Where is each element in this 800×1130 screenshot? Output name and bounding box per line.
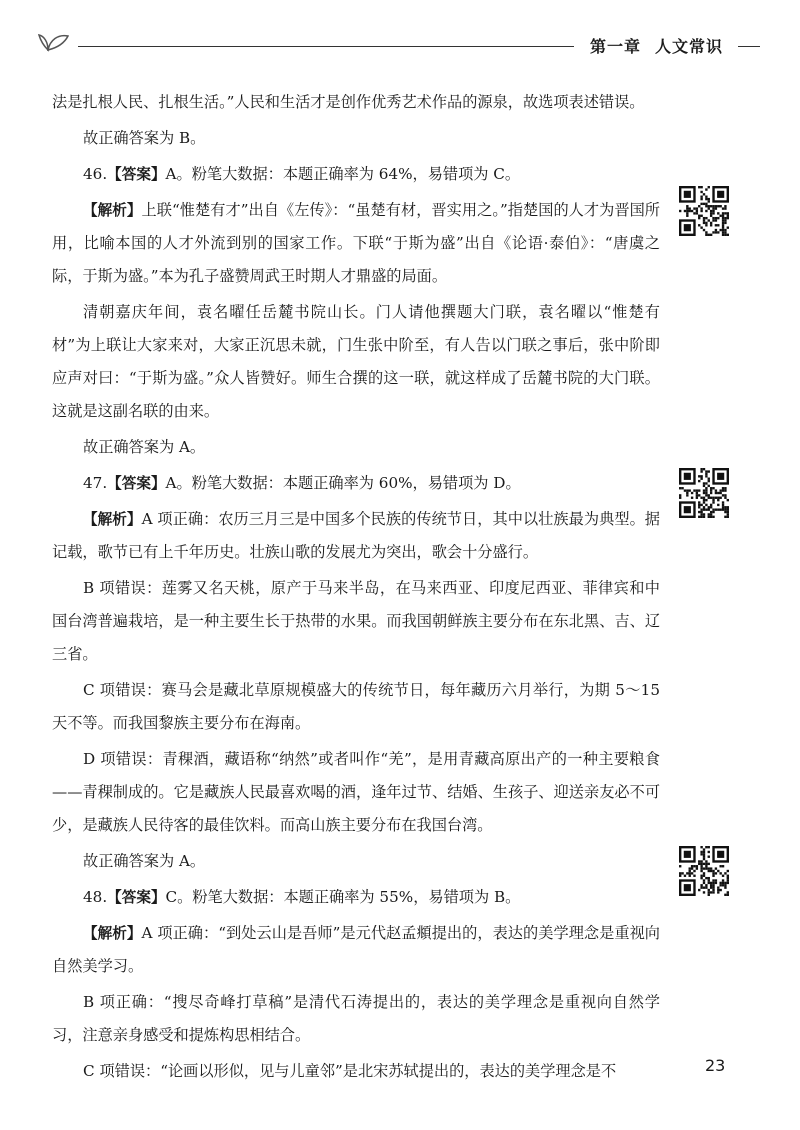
answer-text: A。粉笔大数据：本题正确率为 64%，易错项为 C。: [165, 165, 521, 183]
paragraph: 故正确答案为 A。: [83, 438, 206, 456]
analysis-text: A 项正确：“到处云山是吾师”是元代赵孟頫提出的，表达的美学理念是重视向自然美学习。: [52, 924, 660, 975]
answer-text: A。粉笔大数据：本题正确率为 60%，易错项为 D。: [165, 474, 521, 492]
leaf-icon: [38, 30, 72, 52]
paragraph: 故正确答案为 A。: [83, 852, 206, 870]
header-rule-left: [78, 46, 574, 47]
analysis-tag: 【解析】: [83, 925, 142, 942]
answer-line-48: [52, 881, 660, 914]
analysis-text: A 项正确：农历三月三是中国多个民族的传统节日，其中以壮族最为典型。据记载，歌节已有上千年历史。壮族山歌的发展尤为突出，歌会十分盛行。: [52, 510, 660, 561]
qr-code-icon[interactable]: [679, 468, 729, 518]
page-body: [52, 86, 660, 1091]
qr-code-icon[interactable]: [679, 846, 729, 896]
question-number: 48.: [83, 888, 108, 906]
page-number: 23: [705, 1056, 726, 1075]
paragraph: B 项错误：莲雾又名天桃，原产于马来半岛，在马来西亚、印度尼西亚、菲律宾和中国台湾普遍栽培，是一种主要生长于热带的水果。而我国朝鲜族主要分布在东北黑、吉、辽三省。: [52, 579, 660, 663]
paragraph: C 项错误：赛马会是藏北草原规模盛大的传统节日，每年藏历六月举行，为期 5～15 天不等。而我国黎族主要分布在海南。: [52, 681, 660, 732]
answer-tag: 【答案】: [107, 166, 166, 183]
analysis-paragraph: [52, 194, 660, 293]
answer-tag: 【答案】: [107, 889, 166, 906]
paragraph: D 项错误：青稞酒，藏语称“纳然”或者叫作“羌”，是用青藏高原出产的一种主要粮食——青稞制成的。它是藏族人民最喜欢喝的酒，逢年过节、结婚、生孩子、迎送亲友必不可少，是藏族人民待客的最佳饮料。而高山族主要分布在我国台湾。: [52, 750, 660, 834]
chapter-title: [590, 34, 723, 57]
analysis-paragraph: [52, 917, 660, 983]
answer-text: C。粉笔大数据：本题正确率为 55%，易错项为 B。: [165, 888, 521, 906]
qr-code-icon[interactable]: [679, 186, 729, 236]
analysis-tag: 【解析】: [83, 511, 142, 528]
paragraph: 故正确答案为 B。: [83, 129, 206, 147]
question-number: 47.: [83, 474, 108, 492]
question-number: 46.: [83, 165, 108, 183]
header-rule-right: [738, 46, 760, 47]
analysis-tag: 【解析】: [83, 202, 142, 219]
paragraph: 清朝嘉庆年间，袁名曜任岳麓书院山长。门人请他撰题大门联，袁名曜以“惟楚有材”为上联让大家来对，大家正沉思未就，门生张中阶至，有人告以门联之事后，张中阶即应声对曰：“于斯为盛。”众人皆赞好。师生合撰的这一联，就这样成了岳麓书院的大门联。这就是这副名联的由来。: [52, 303, 660, 420]
answer-tag: 【答案】: [107, 475, 166, 492]
section-label: 人文常识: [655, 37, 724, 56]
paragraph: B 项正确：“搜尽奇峰打草稿”是清代石涛提出的，表达的美学理念是重视向自然学习，注意亲身感受和提炼构思相结合。: [52, 993, 660, 1044]
paragraph: 法是扎根人民、扎根生活。”人民和生活才是创作优秀艺术作品的源泉，故选项表述错误。: [52, 93, 645, 111]
page-header: [38, 28, 760, 58]
answer-line-46: [52, 158, 660, 191]
analysis-paragraph: [52, 503, 660, 569]
answer-line-47: [52, 467, 660, 500]
chapter-label: 第一章: [590, 37, 642, 56]
analysis-text: 上联“惟楚有才”出自《左传》：“虽楚有材，晋实用之。”指楚国的人才为晋国所用，比喻本国的人才外流到别的国家工作。下联“于斯为盛”出自《论语·泰伯》：“唐虞之际，于斯为盛。”本为孔子盛赞周武王时期人才鼎盛的局面。: [52, 201, 660, 285]
paragraph: C 项错误：“论画以形似，见与儿童邻”是北宋苏轼提出的，表达的美学理念是不: [83, 1062, 617, 1080]
